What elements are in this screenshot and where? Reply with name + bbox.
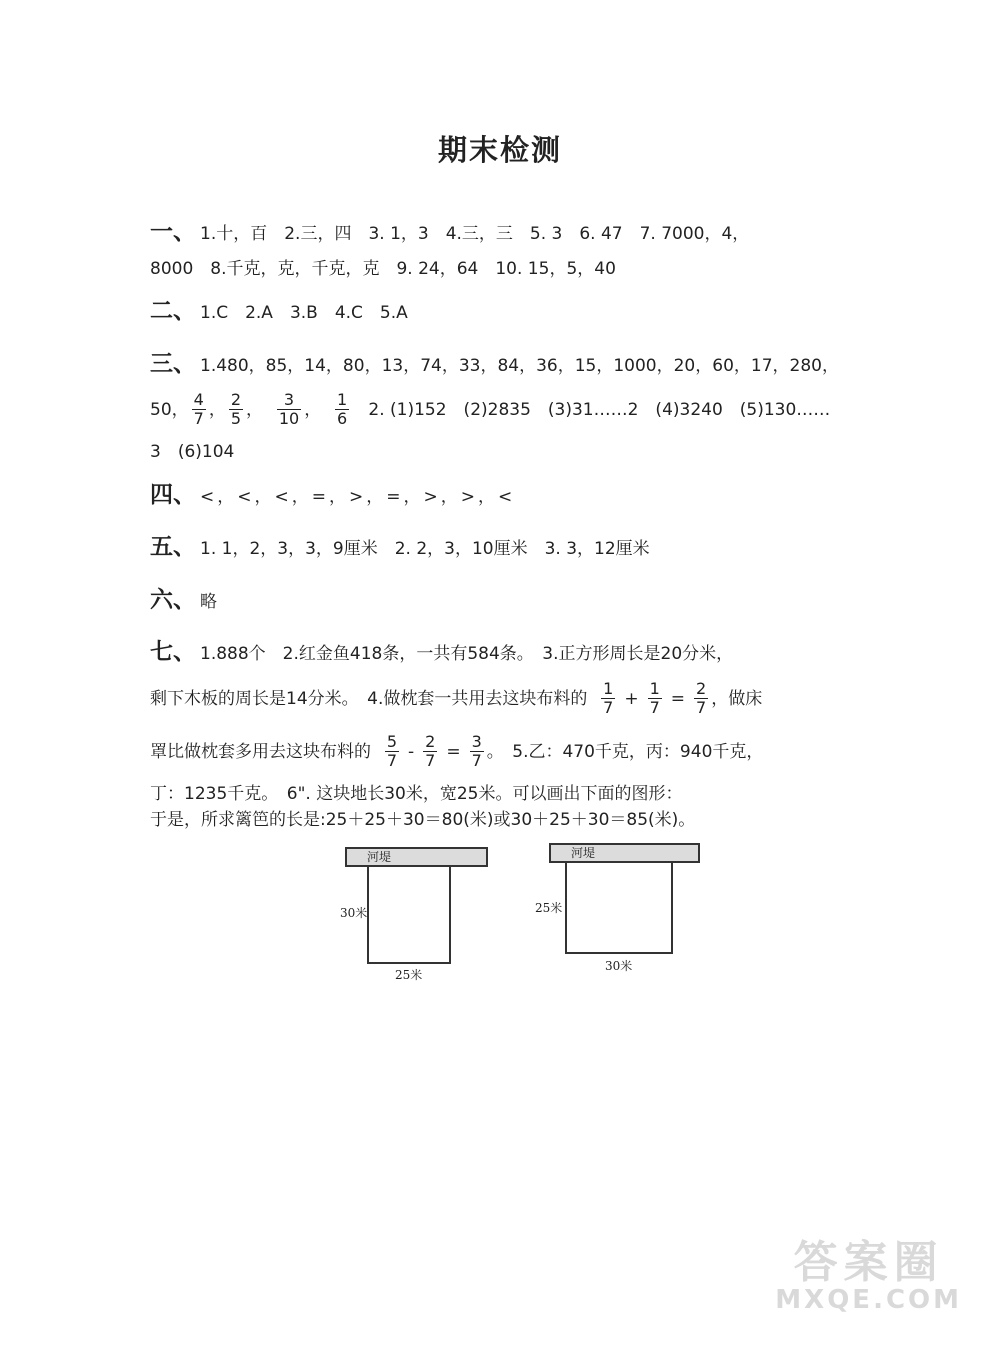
section-6-line [150,589,217,612]
section-2-line [150,300,408,323]
section-4-text: <，<，<，=，>，=，>，>，< [200,487,516,507]
section-7-text-1: 1.888个 2.红金鱼418条，一共有584条。 3.正方形周长是20分米， [200,644,734,664]
section-3-text-1: 1.480，85，14，80，13，74，33，84，36，15，1000，20，60，17，280， [200,356,839,376]
bottom-length-label: 25米 [395,968,423,982]
section-7-text-3-post: 。 5.乙：470千克，丙：940千克， [486,741,764,762]
river-bank-label: 河堤 [367,850,392,864]
equals-sign: = [446,741,461,762]
section-3-line-2 [150,391,830,429]
fraction: $\frac{5}{7}$ [386,732,397,771]
river-bank-label: 河堤 [571,846,596,860]
fraction: $\frac{2}{5}$ [230,390,242,429]
section-5-label: 五、 [150,534,196,560]
section-1-line-1 [150,221,749,244]
section-3-label: 三、 [150,351,196,377]
fraction: $\frac{1}{7}$ [649,679,660,718]
section-7-label: 七、 [150,639,196,665]
section-1-text-1: 1.十，百 2.三，四 3. 1，3 4.三，三 5. 3 6. 47 7. 7000，4， [200,224,750,244]
watermark-top: 答案圈 [793,1236,944,1288]
section-7-line-5: 于是，所求篱笆的长是:25＋25＋30＝80(米)或30＋25＋30＝85(米)。 [150,810,696,830]
section-3-line-3: 3 (6)104 [150,442,235,462]
fraction: $\frac{3}{7}$ [471,732,482,771]
section-7-text-3: 罩比做枕套多用去这块布料的 [150,741,371,762]
section-4-label: 四、 [150,482,196,508]
fraction: $\frac{2}{7}$ [425,732,436,771]
section-7-line-2 [150,680,762,718]
fence-diagram-2 [535,843,705,978]
section-2-text: 1.C 2.A 3.B 4.C 5.A [200,303,408,323]
separator: ， [208,399,226,420]
section-4-line [150,484,515,507]
fraction: $\frac{2}{7}$ [696,679,707,718]
equals-sign: = [670,688,686,709]
operator: + [624,688,639,709]
page-title: 期末检测 [437,133,562,167]
section-7-line-3 [150,733,763,771]
fraction: $\frac{1}{7}$ [603,679,614,718]
fraction: $\frac{1}{6}$ [337,390,348,429]
section-2-label: 二、 [150,298,196,324]
side-length-label: 30米 [340,906,368,920]
section-5-text: 1. 1，2，3，3，9厘米 2. 2，3，10厘米 3. 3，12厘米 [200,539,650,559]
section-1-label: 一、 [150,219,196,245]
section-7-text-2: 剩下木板的周长是14分米。 4.做枕套一共用去这块布料的 [150,688,588,709]
fraction: $\frac{4}{7}$ [193,390,204,429]
side-length-label: 25米 [535,901,563,915]
section-3-line-1 [150,353,839,376]
section-3-line-2-post: 2. (1)152 (2)2835 (3)31……2 (4)3240 (5)130…… [368,399,831,420]
section-6-label: 六、 [150,587,196,613]
section-7-text-2-end: ，做床 [711,688,763,709]
fence-rectangle [367,865,451,964]
watermark-logo [775,1236,962,1316]
river-bank [345,847,488,867]
fraction: $\frac{3}{10}$ [278,390,300,429]
section-7-line-1 [150,641,733,664]
section-5-line [150,536,650,559]
separator: ， [246,399,264,420]
bottom-length-label: 30米 [605,959,633,973]
section-1-line-2: 8000 8.千克，克，千克，克 9. 24，64 10. 15，5，40 [150,259,616,279]
operator: - [408,741,415,762]
watermark-bottom: MXQE.COM [775,1284,962,1315]
separator: ， [304,399,322,420]
section-7-line-4: 丁：1235千克。 6". 这块地长30米，宽25米。可以画出下面的图形： [150,784,683,804]
fence-rectangle [565,861,673,954]
fence-diagram-1 [340,847,490,982]
river-bank [549,843,700,863]
section-6-text: 略 [200,592,217,612]
section-3-line-2-pre: 50， [150,399,189,420]
